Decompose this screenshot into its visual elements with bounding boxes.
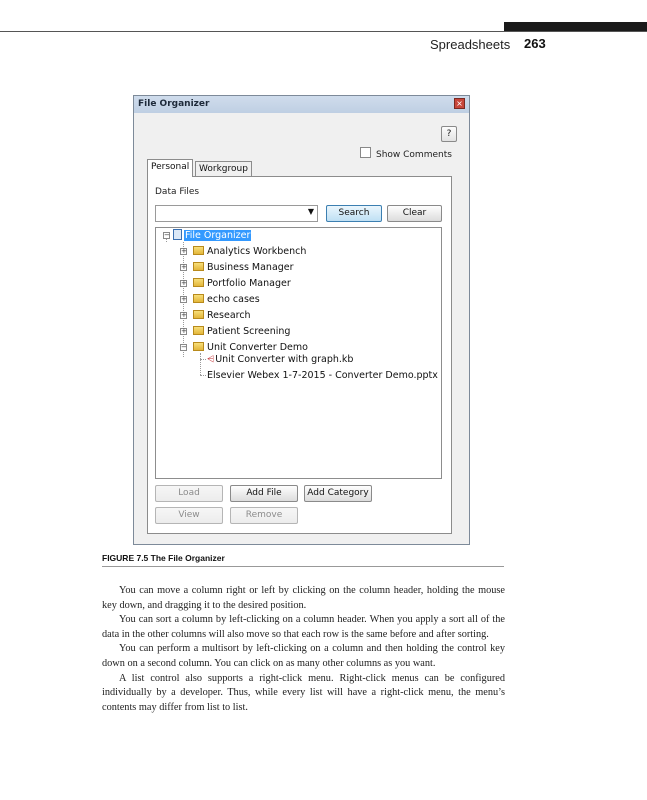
data-files-label: Data Files bbox=[155, 187, 200, 197]
file-label: Unit Converter with graph.kb bbox=[215, 354, 354, 365]
tree-file[interactable] bbox=[207, 353, 353, 367]
file-organizer-icon bbox=[173, 229, 182, 240]
data-files-combo[interactable] bbox=[155, 205, 318, 222]
folder-label: Analytics Workbench bbox=[207, 246, 307, 257]
clear-button[interactable]: Clear bbox=[387, 205, 442, 222]
tab-workgroup[interactable]: Workgroup bbox=[195, 161, 252, 177]
paragraph: A list control also supports a right-click menu. Right-click menus can be configured individually by a developer. Thus, while every list will have a right-click menu, the menu’s contents may differ from list to list. bbox=[102, 672, 505, 713]
tree-connector bbox=[200, 375, 206, 376]
folder-icon bbox=[193, 278, 204, 287]
collapse-icon[interactable]: − bbox=[181, 343, 187, 351]
header-bar bbox=[504, 22, 647, 31]
running-title: Spreadsheets bbox=[430, 37, 511, 52]
tree-folder[interactable] bbox=[193, 245, 306, 258]
file-tree[interactable] bbox=[155, 227, 442, 479]
load-button[interactable]: Load bbox=[155, 485, 223, 502]
body-text bbox=[102, 584, 505, 715]
paragraph: You can sort a column by left-clicking on a column header. When you apply a sort all of the data in the other columns will also move so that each row is the same before and after sorting. bbox=[102, 614, 505, 640]
folder-icon bbox=[193, 310, 204, 319]
page-number: 263 bbox=[524, 36, 546, 51]
folder-icon bbox=[193, 262, 204, 271]
folder-icon bbox=[193, 342, 204, 351]
folder-label: Unit Converter Demo bbox=[207, 342, 308, 353]
checkbox-icon[interactable] bbox=[360, 147, 371, 158]
tree-folder[interactable] bbox=[193, 277, 291, 290]
close-icon[interactable]: × bbox=[454, 98, 465, 109]
caption-rule bbox=[102, 566, 504, 567]
view-button[interactable]: View bbox=[155, 507, 223, 524]
help-button[interactable]: ? bbox=[441, 126, 457, 142]
header-rule bbox=[0, 31, 647, 32]
folder-label: Business Manager bbox=[207, 262, 294, 273]
expand-icon[interactable]: + bbox=[181, 247, 187, 255]
tree-root[interactable] bbox=[173, 229, 251, 242]
tree-folder[interactable] bbox=[193, 261, 294, 274]
folder-icon bbox=[193, 246, 204, 255]
show-comments-label: Show Comments bbox=[376, 150, 452, 160]
tree-connector bbox=[200, 359, 206, 360]
tab-personal[interactable]: Personal bbox=[147, 159, 193, 177]
expand-icon[interactable]: + bbox=[181, 263, 187, 271]
add-category-button[interactable]: Add Category bbox=[304, 485, 372, 502]
folder-label: echo cases bbox=[207, 294, 260, 305]
folder-icon bbox=[193, 294, 204, 303]
window-titlebar bbox=[134, 96, 469, 113]
folder-label: Portfolio Manager bbox=[207, 278, 291, 289]
show-comments-checkbox[interactable] bbox=[360, 147, 452, 160]
tree-connector bbox=[200, 353, 201, 375]
folder-label: Patient Screening bbox=[207, 326, 291, 337]
tree-folder[interactable] bbox=[193, 309, 251, 322]
paragraph: You can perform a multisort by left-clicking on a column and then holding the control key down on a second column. You can click on as many other columns as you want. bbox=[102, 643, 505, 669]
expand-icon[interactable]: + bbox=[181, 279, 187, 287]
expand-icon[interactable]: + bbox=[181, 311, 187, 319]
tree-folder[interactable] bbox=[193, 293, 260, 306]
tree-root-label: File Organizer bbox=[185, 230, 251, 241]
paragraph: You can move a column right or left by clicking on the column header, holding the mouse key down, and dragging it to the desired position. bbox=[102, 585, 505, 611]
remove-button[interactable]: Remove bbox=[230, 507, 298, 524]
chevron-down-icon[interactable]: ▼ bbox=[307, 207, 314, 216]
window-title: File Organizer bbox=[138, 99, 210, 109]
file-label: Elsevier Webex 1-7-2015 - Converter Demo.pptx bbox=[207, 370, 438, 381]
expand-icon[interactable]: + bbox=[181, 327, 187, 335]
figure-caption: FIGURE 7.5 The File Organizer bbox=[102, 553, 225, 563]
folder-label: Research bbox=[207, 310, 251, 321]
file-organizer-window bbox=[133, 95, 470, 545]
expand-icon[interactable]: + bbox=[181, 295, 187, 303]
folder-icon bbox=[193, 326, 204, 335]
search-button[interactable]: Search bbox=[326, 205, 382, 222]
knowledge-base-icon: ⩤ bbox=[207, 355, 215, 365]
add-file-button[interactable]: Add File bbox=[230, 485, 298, 502]
tree-file[interactable] bbox=[207, 369, 438, 382]
tree-folder[interactable] bbox=[193, 325, 290, 338]
personal-panel bbox=[147, 176, 452, 534]
collapse-icon[interactable]: − bbox=[164, 231, 170, 239]
